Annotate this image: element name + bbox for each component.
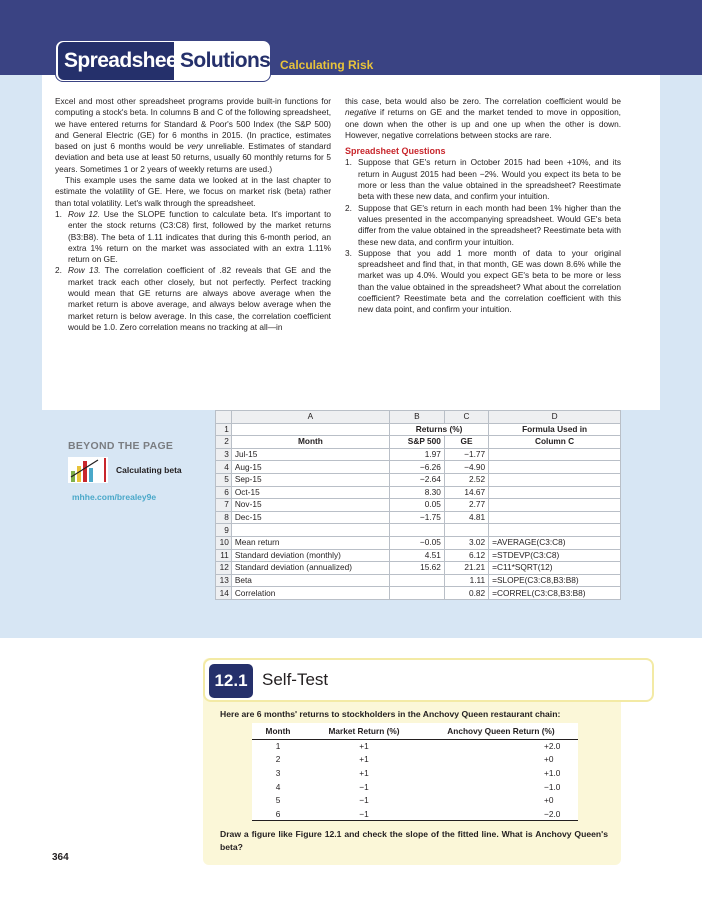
self-test-title: Self-Test — [262, 670, 329, 689]
cell-formula — [489, 448, 621, 461]
cell-ge: −4.90 — [444, 461, 488, 474]
cell-ge: 1.11 — [444, 574, 488, 587]
list-item-row13: 2. Row 13. The correlation coefficient of .82 reveals that GE and the market track each other closely, but not perfectly. Perfect tracking would mean that GE returns are always above average when the market return is above average, and always below average when the market return is below average. In this case, the correlation coefficient would be 1.0. Zero correlation means no tracking at all—in — [55, 265, 331, 332]
market-return-col-header: Market Return (%) — [304, 723, 424, 739]
cell-formula: =STDEVP(C3:C8) — [489, 549, 621, 562]
cell-sp500: −0.05 — [390, 536, 445, 549]
right-text-column — [345, 96, 621, 316]
feature-title-part2: Solutions — [180, 49, 271, 72]
spreadsheet-row — [216, 461, 621, 474]
cell-ge: 2.52 — [444, 473, 488, 486]
row-number: 7 — [216, 499, 232, 512]
cell-month: Correlation — [231, 587, 389, 600]
row-number: 3 — [216, 448, 232, 461]
row-number: 11 — [216, 549, 232, 562]
row-number: 4 — [216, 461, 232, 474]
continuation-paragraph: this case, beta would also be zero. The correlation coefficient would be negative if returns on GE and the market tended to move in opposition, one down when the other is up and one up when the other is down. However, negative correlations between stocks are rare. — [345, 96, 621, 140]
cell-market-return: +1 — [359, 741, 369, 752]
cell-ge: 21.21 — [444, 562, 488, 575]
cell-anchovy-return: −1.0 — [544, 781, 561, 792]
spreadsheet-row — [216, 587, 621, 600]
cell-ge: 2.77 — [444, 499, 488, 512]
spreadsheet-row — [216, 574, 621, 587]
self-test-row — [252, 739, 578, 753]
row-number: 13 — [216, 574, 232, 587]
cell-month: Mean return — [231, 536, 389, 549]
question-2: 2. Suppose that GE's return in each month had been 1% higher than the values presented in the accompanying spreadsheet. Would GE's beta differ from the value obtained in the spreadsheet? Reestimate beta with these new data, and confirm your intuition. — [345, 202, 621, 247]
cell-sp500: −6.26 — [390, 461, 445, 474]
walkthrough-paragraph: This example uses the same data we looked at in the last chapter to estimate the volatility of GE. Here, we focus on market risk (beta) rather than total volatility. Let's walk through the spreadsheet. — [55, 175, 331, 208]
cell-market-return: +1 — [359, 754, 369, 765]
spreadsheet-body — [216, 448, 621, 599]
row-number: 8 — [216, 511, 232, 524]
cell-formula: =SLOPE(C3:C8,B3:B8) — [489, 574, 621, 587]
cell-formula — [489, 511, 621, 524]
cell-month: 6 — [252, 807, 304, 821]
spreadsheet-row — [216, 511, 621, 524]
cell-month: Oct-15 — [231, 486, 389, 499]
cell-sp500 — [390, 574, 445, 587]
cell-ge: 0.82 — [444, 587, 488, 600]
column-header-a: A — [231, 411, 389, 424]
cell-anchovy-return: +0 — [544, 754, 554, 765]
feature-title-part1: Spreadsheet — [64, 49, 184, 72]
cell-sp500 — [390, 524, 445, 537]
cell-formula: =CORREL(C3:C8,B3:B8) — [489, 587, 621, 600]
cell-month: 5 — [275, 795, 281, 806]
cell-anchovy-return: +1.0 — [544, 767, 561, 778]
cell-month: Dec-15 — [231, 511, 389, 524]
self-test-row — [252, 793, 578, 807]
cell-market-return: −1 — [359, 795, 369, 806]
anchovy-return-col-header: Anchovy Queen Return (%) — [424, 723, 578, 739]
cell-anchovy-return: +2.0 — [544, 741, 561, 752]
cell-month: Nov-15 — [231, 499, 389, 512]
column-c-header: Column C — [489, 436, 621, 449]
cell-month — [231, 524, 389, 537]
cell-ge — [444, 524, 488, 537]
cell-month: 4 — [275, 781, 281, 792]
cell-month: Standard deviation (monthly) — [231, 549, 389, 562]
beyond-the-page-label: Calculating beta — [116, 465, 182, 475]
cell-formula — [489, 499, 621, 512]
column-header-d: D — [489, 411, 621, 424]
self-test-row — [252, 780, 578, 794]
cell-formula — [489, 486, 621, 499]
cell-sp500: 0.05 — [390, 499, 445, 512]
cell-formula — [489, 524, 621, 537]
cell-sp500: 15.62 — [390, 562, 445, 575]
column-header-b: B — [390, 411, 445, 424]
cell-sp500: 1.97 — [390, 448, 445, 461]
self-test-row — [252, 766, 578, 780]
cell-month: Aug-15 — [231, 461, 389, 474]
beyond-the-page-heading: BEYOND THE PAGE — [68, 440, 174, 452]
question-1: 1. Suppose that GE's return in October 2015 had been +10%, and its return in August 2015 had been −2%. Would you expect its beta to be more or less than the value obtained in the spreadsheet? Reestimate beta with these new data, and confirm your intuition. — [345, 157, 621, 202]
spreadsheet-row — [216, 473, 621, 486]
cell-month: Standard deviation (annualized) — [231, 562, 389, 575]
cell-ge: 14.67 — [444, 486, 488, 499]
spreadsheet-questions-heading: Spreadsheet Questions — [345, 146, 446, 157]
cell-market-return: −1 — [359, 781, 369, 792]
cell-month: Beta — [231, 574, 389, 587]
returns-header: Returns (%) — [390, 423, 489, 436]
row-number: 12 — [216, 562, 232, 575]
self-test-number: 12.1 — [209, 664, 253, 698]
cell-ge: 4.81 — [444, 511, 488, 524]
feature-subtitle: Calculating Risk — [280, 58, 374, 72]
cell-anchovy-return: −2.0 — [424, 807, 578, 821]
column-header-c: C — [444, 411, 488, 424]
month-header: Month — [231, 436, 389, 449]
cell-ge: 3.02 — [444, 536, 488, 549]
cell-sp500: −1.75 — [390, 511, 445, 524]
month-col-header: Month — [252, 723, 304, 739]
cell-formula — [489, 461, 621, 474]
row-number: 10 — [216, 536, 232, 549]
cell-month: Jul-15 — [231, 448, 389, 461]
bar-chart-icon — [68, 457, 108, 483]
spreadsheet-row: 2 Month S&P 500 GE Column C — [216, 436, 621, 449]
cell-sp500: −2.64 — [390, 473, 445, 486]
cell-sp500: 4.51 — [390, 549, 445, 562]
cell-month: 1 — [275, 741, 281, 752]
self-test-table — [252, 723, 578, 821]
question-3: 3. Suppose that you add 1 more month of data to your original spreadsheet and find that, in that month, GE was down 8.6% while the market was up 4.0%. Would you expect GE's beta to be more or less than the value obtained in the spreadsheet? What about the correlation coefficient? Reestimate beta and the correlation coefficient with this new data point, and confirm your intuition. — [345, 247, 621, 315]
cell-anchovy-return: +0 — [544, 795, 554, 806]
self-test-body — [252, 739, 578, 821]
cell-ge: 6.12 — [444, 549, 488, 562]
cell-market-return: −1 — [304, 807, 424, 821]
cell-month: 2 — [275, 754, 281, 765]
spreadsheet-row — [216, 524, 621, 537]
spreadsheet-row — [216, 536, 621, 549]
spreadsheet-row — [216, 549, 621, 562]
spreadsheet-row — [216, 562, 621, 575]
self-test-question: Draw a figure like Figure 12.1 and check the slope of the fitted line. What is Anchovy Queen's beta? — [220, 829, 608, 852]
intro-paragraph: Excel and most other spreadsheet programs provide built-in functions for computing a stock's beta. In columns B and C of the following spreadsheet, we have entered returns for Standard & Poor's 500 Index (the S&P 500) and General Electric (GE) for 6 months in 2015. (In practice, estimates based on just 6 months would be very unreliable. Estimates of standard deviation and beta use at least 50 returns, usually 60 monthly returns for 5 years. Sometimes 1 or 2 years of weekly returns are used.) — [55, 96, 331, 174]
formula-header: Formula Used in — [489, 423, 621, 436]
left-text-column — [55, 96, 331, 333]
cell-formula: =C11*SQRT(12) — [489, 562, 621, 575]
spreadsheet-row — [216, 499, 621, 512]
spreadsheet-table — [215, 410, 621, 600]
spreadsheet-row: 1 Returns (%) Formula Used in — [216, 423, 621, 436]
beyond-the-page-link[interactable]: mhhe.com/brealey9e — [72, 492, 157, 502]
cell-month: Sep-15 — [231, 473, 389, 486]
page-number: 364 — [52, 852, 69, 863]
spreadsheet-column-header-row — [216, 411, 621, 424]
cell-market-return: +1 — [359, 767, 369, 778]
row-number: 6 — [216, 486, 232, 499]
cell-sp500 — [390, 587, 445, 600]
spreadsheet-row — [216, 448, 621, 461]
cell-sp500: 8.30 — [390, 486, 445, 499]
ge-header: GE — [444, 436, 488, 449]
sp500-header: S&P 500 — [390, 436, 445, 449]
cell-formula — [489, 473, 621, 486]
list-item-row12: 1. Row 12. Use the SLOPE function to calculate beta. It's important to enter the stock returns (C3:C8) first, followed by the market returns (B3:B8). The beta of 1.11 indicates that during this 6-month period, an extra 1% return on the market was associated with an extra 1.11% return on GE. — [55, 208, 332, 265]
self-test-intro: Here are 6 months' returns to stockholders in the Anchovy Queen restaurant chain: — [220, 709, 561, 719]
row-number: 14 — [216, 587, 232, 600]
cell-ge: −1.77 — [444, 448, 488, 461]
cell-formula: =AVERAGE(C3:C8) — [489, 536, 621, 549]
self-test-row — [252, 753, 578, 767]
row-number: 5 — [216, 473, 232, 486]
cell-month: 3 — [275, 767, 281, 778]
spreadsheet-row — [216, 486, 621, 499]
row-number: 9 — [216, 524, 232, 537]
self-test-row — [252, 807, 578, 821]
